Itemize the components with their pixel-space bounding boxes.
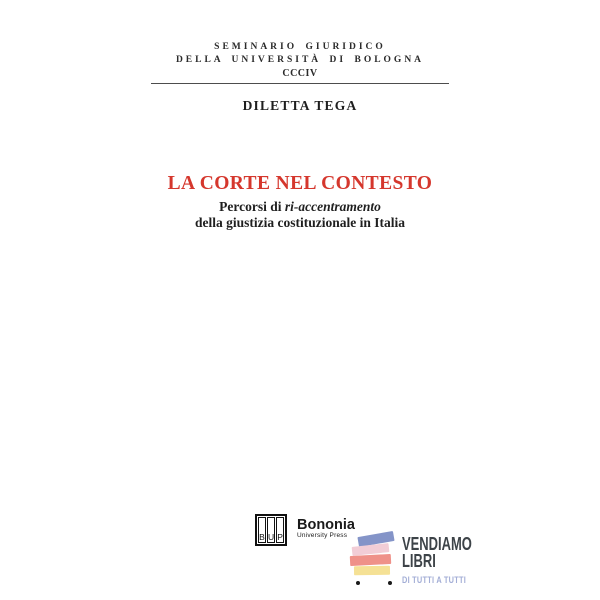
title-block <box>0 173 600 230</box>
series-header <box>0 41 600 80</box>
series-name-line2: DELLA UNIVERSITÀ DI BOLOGNA <box>175 55 425 65</box>
bup-letter-p: P <box>277 532 283 542</box>
book-spine-salmon <box>350 554 391 566</box>
book-spine-yellow <box>354 566 390 576</box>
bup-letter-b: B <box>259 532 265 542</box>
book-subtitle-line2: della giustizia costituzionale in Italia <box>194 214 405 230</box>
series-volume-number: CCCIV <box>282 68 318 79</box>
publisher-logo <box>255 514 355 546</box>
vendor-wordmark <box>402 536 499 586</box>
cart-wheel-left-icon <box>356 581 360 585</box>
book-stack-cart-icon <box>350 534 398 586</box>
publisher-tagline: University Press <box>297 532 348 539</box>
bup-panel <box>258 517 266 543</box>
book-title: LA CORTE NEL CONTESTO <box>167 173 433 194</box>
publisher-name: Bononia <box>297 517 355 533</box>
publisher-wordmark <box>297 518 355 546</box>
bup-logo-mark-icon <box>255 514 287 546</box>
vendor-tagline: DI TUTTI A TUTTI <box>402 575 467 585</box>
bup-panel <box>276 517 284 543</box>
bup-panel <box>267 517 275 543</box>
series-name-line1: SEMINARIO GIURIDICO <box>214 42 386 52</box>
divider-rule <box>151 83 449 84</box>
subtitle-prefix: Percorsi di <box>219 199 285 214</box>
bup-letter-u: U <box>267 532 275 542</box>
vendor-logo <box>350 534 499 586</box>
vendor-name-line2: LIBRI <box>402 551 436 571</box>
cart-wheel-right-icon <box>388 581 392 585</box>
author-name: DILETTA TEGA <box>242 98 358 113</box>
subtitle-italic-term: ri-accentramento <box>284 199 381 214</box>
book-subtitle-line1 <box>0 199 600 215</box>
vendor-name-line1: VENDIAMO <box>402 534 472 554</box>
